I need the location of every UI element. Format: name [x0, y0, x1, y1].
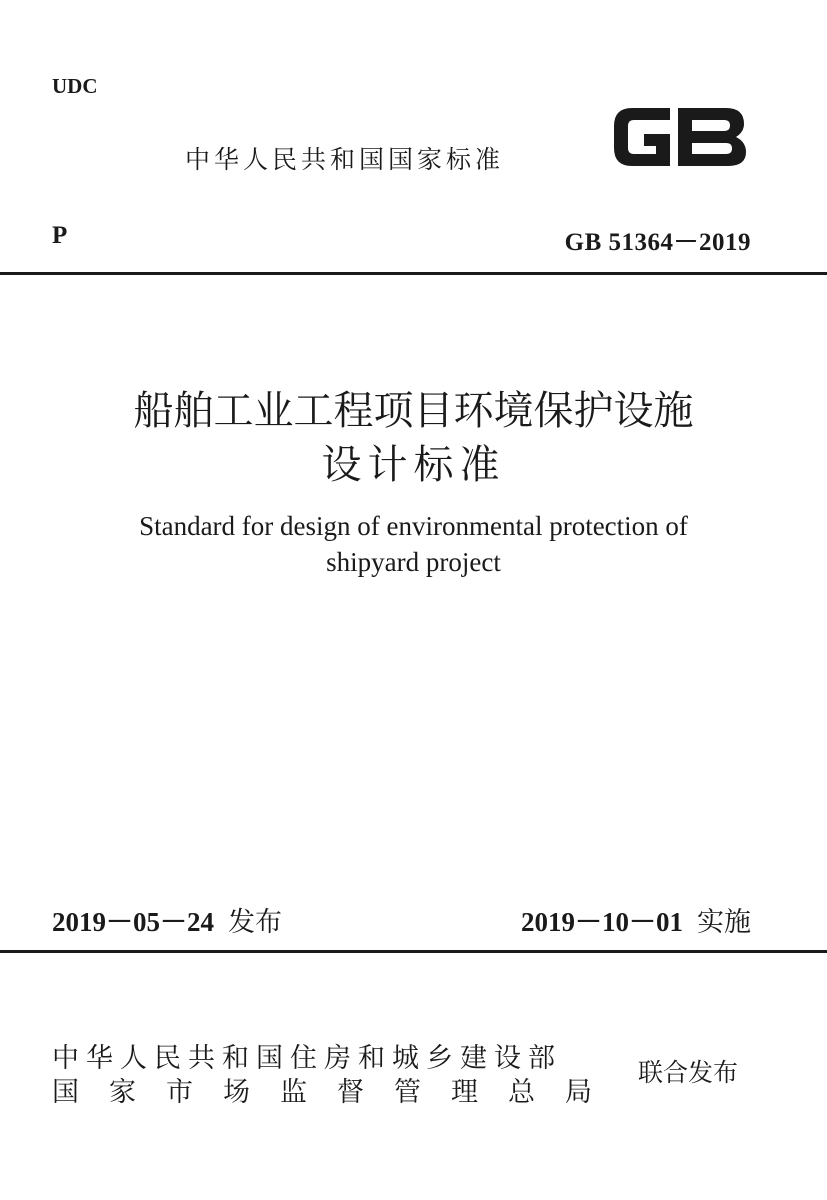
title-en-line2: shipyard project: [326, 547, 501, 577]
bottom-divider: [0, 950, 827, 953]
publisher-line1: 中华人民共和国住房和城乡建设部: [52, 1043, 562, 1074]
effective-date: [521, 900, 751, 939]
title-zh-line2: 设计标准: [321, 442, 506, 487]
joint-publish-label: 联合发布: [638, 1058, 739, 1087]
publisher-line2: 国家市场监督管理总局: [52, 1077, 622, 1108]
title-en-line1: Standard for design of environmental protection of: [139, 511, 688, 541]
title-zh-line1: 船舶工业工程项目环境保护设施: [133, 388, 694, 433]
effective-date-value: 2019－10－01: [521, 907, 683, 937]
gb-logo-g: [614, 108, 670, 166]
national-standard-label: 中华人民共和国国家标准: [185, 145, 505, 174]
udc-label: UDC: [52, 74, 98, 98]
top-divider: [0, 272, 827, 275]
effective-date-label: 实施: [697, 907, 751, 938]
issue-date-label: 发布: [228, 907, 282, 938]
title-en: [0, 508, 827, 580]
gb-logo-b: [678, 108, 746, 166]
issue-date-value: 2019－05－24: [52, 907, 214, 937]
standard-number: GB 51364－2019: [564, 229, 751, 256]
gb-logo: [608, 100, 752, 174]
issue-date: [52, 900, 282, 939]
category-code: P: [52, 222, 68, 249]
